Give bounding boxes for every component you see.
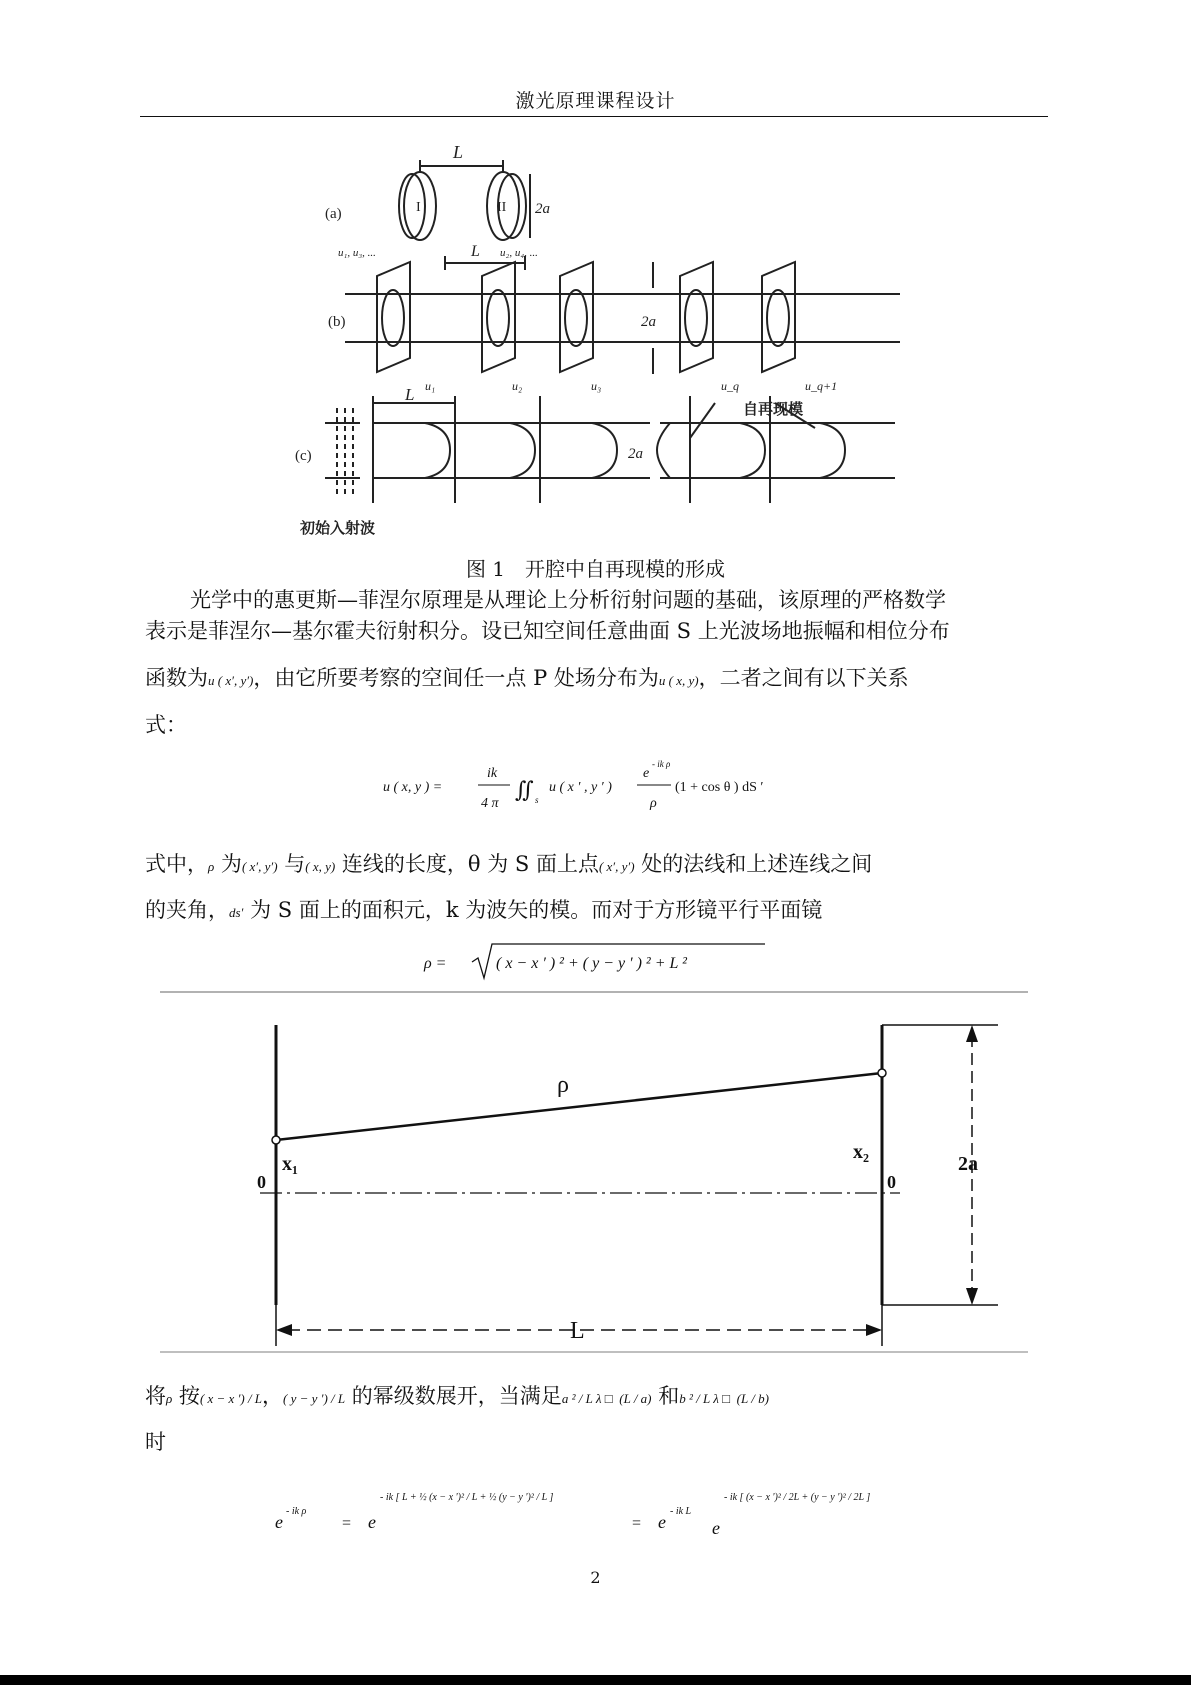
label-x2: x₂ [853,1141,869,1163]
label-a: (a) [325,206,342,222]
label-2a-c: 2a [628,446,643,462]
equation-2 [420,938,780,984]
label-self-mode: 自再现模 [743,402,804,418]
label-uq1: u_q+1 [805,379,838,393]
label-mirror-1: I [416,200,421,215]
paragraph-3-line-1: 将ρ 按( x − x ') / L，( y − y ') / L 的幂级数展开，当满足a ² / L λ □ (L / a) 和b ² / L λ □ (L / b) [145,1384,769,1408]
svg-text:e: e [368,1512,376,1532]
aperture-1 [377,262,410,372]
label-2a: 2a [958,1153,978,1175]
label-o-left: 0 [257,1172,266,1192]
label-u-left: u₁, u₃, ... [338,247,376,259]
svg-text:4 π: 4 π [481,796,499,811]
svg-text:- ik ρ: - ik ρ [286,1506,307,1517]
label-initial-wave: 初始入射波 [300,521,376,537]
paragraph-1-line-4: 式： [145,713,187,737]
svg-text:- ik [ (x − x ')² / 2L + (y −: - ik [ (x − x ')² / 2L + (y − y ')² / 2L ] [724,1492,871,1503]
equation-1 [375,755,825,823]
svg-text:e: e [643,766,650,781]
label-uq: u_q [721,379,739,393]
svg-text:- ik [ L + ½ (x − x ')² / L +: - ik [ L + ½ (x − x ')² / L + ½ (y − y ')² / L ] [380,1492,554,1503]
paragraph-1-line-2: 表示是菲涅尔—基尔霍夫衍射积分。设已知空间任意曲面 S 上光波场地振幅和相位分布 [145,619,950,643]
paragraph-3-line-2: 时 [145,1430,166,1454]
svg-text:ik: ik [487,766,498,781]
label-rho: ρ [557,1072,569,1098]
label-2a-b: 2a [641,314,656,330]
figure-1-caption: 图 1 开腔中自再现模的形成 [465,557,726,581]
figure-1-open-cavity [295,138,915,538]
aperture-q [680,262,713,372]
svg-text:e: e [712,1518,720,1538]
paragraph-2-line-2: 的夹角，ds′ 为 S 面上的面积元，k 为波矢的模。而对于方形镜平行平面镜 [145,898,823,922]
label-c: (c) [295,448,312,464]
label-b: (b) [328,314,346,330]
bottom-edge-bar [0,1675,1191,1685]
svg-text:( x − x ′ ) ² + ( y − y: ( x − x ′ ) ² + ( y − y ′ ) ² + L ² [496,955,687,972]
aperture-3 [560,262,593,372]
paragraph-1-line-1: 光学中的惠更斯—菲涅尔原理是从理论上分析衍射问题的基础，该原理的严格数学 [190,588,946,612]
label-o-right: 0 [887,1172,896,1192]
svg-text:u ( x ′ , y ′ ): u ( x ′ , y ′ ) [549,780,612,795]
label-L: L [570,1318,585,1344]
label-u-right: u₂, u₄, ... [500,247,538,259]
label-L-b: L [471,243,480,260]
paragraph-2-line-1: 式中，ρ 为( x′, y′) 与( x, y) 连线的长度，θ 为 S 面上点( x′, y′) 处的法线和上述连线之间 [145,852,873,876]
svg-text:∬: ∬ [515,777,534,802]
svg-text:ρ =: ρ = [424,955,447,972]
label-u1: u₁ [425,379,436,393]
label-u2: u₂ [512,379,523,393]
page-header-title: 激光原理课程设计 [515,90,676,112]
label-mirror-2: II [497,200,507,215]
svg-text:- ik L: - ik L [670,1506,692,1517]
page-number: 2 [590,1568,601,1587]
header-rule [140,116,1048,117]
paragraph-1-line-3: 函数为u ( x′, y′)，由它所要考察的空间任一点 P 处场分布为u ( x, y)，二者之间有以下关系 [145,666,909,690]
svg-text:ρ: ρ [650,796,657,811]
svg-text:u ( x, y ) =: u ( x, y ) = [383,780,443,795]
svg-text:e: e [658,1512,666,1532]
label-x1: x₁ [282,1153,298,1175]
svg-text:s: s [535,795,539,805]
svg-text:(1 + cos θ ) dS ′: (1 + cos θ ) dS ′ [675,780,764,795]
svg-text:e: e [275,1512,283,1532]
label-L-c: L [405,385,415,404]
svg-text:=: = [632,1515,642,1532]
label-2a-a: 2a [535,201,550,217]
svg-text:=: = [342,1515,352,1532]
rho-line [276,1073,882,1140]
figure-2-mirror-geometry [160,990,1030,1355]
aperture-q1 [762,262,795,372]
svg-text:- ik ρ: - ik ρ [652,759,671,769]
label-L-a: L [453,142,464,162]
label-u3: u₃ [591,379,602,393]
equation-3 [270,1470,950,1540]
aperture-2 [482,262,515,372]
